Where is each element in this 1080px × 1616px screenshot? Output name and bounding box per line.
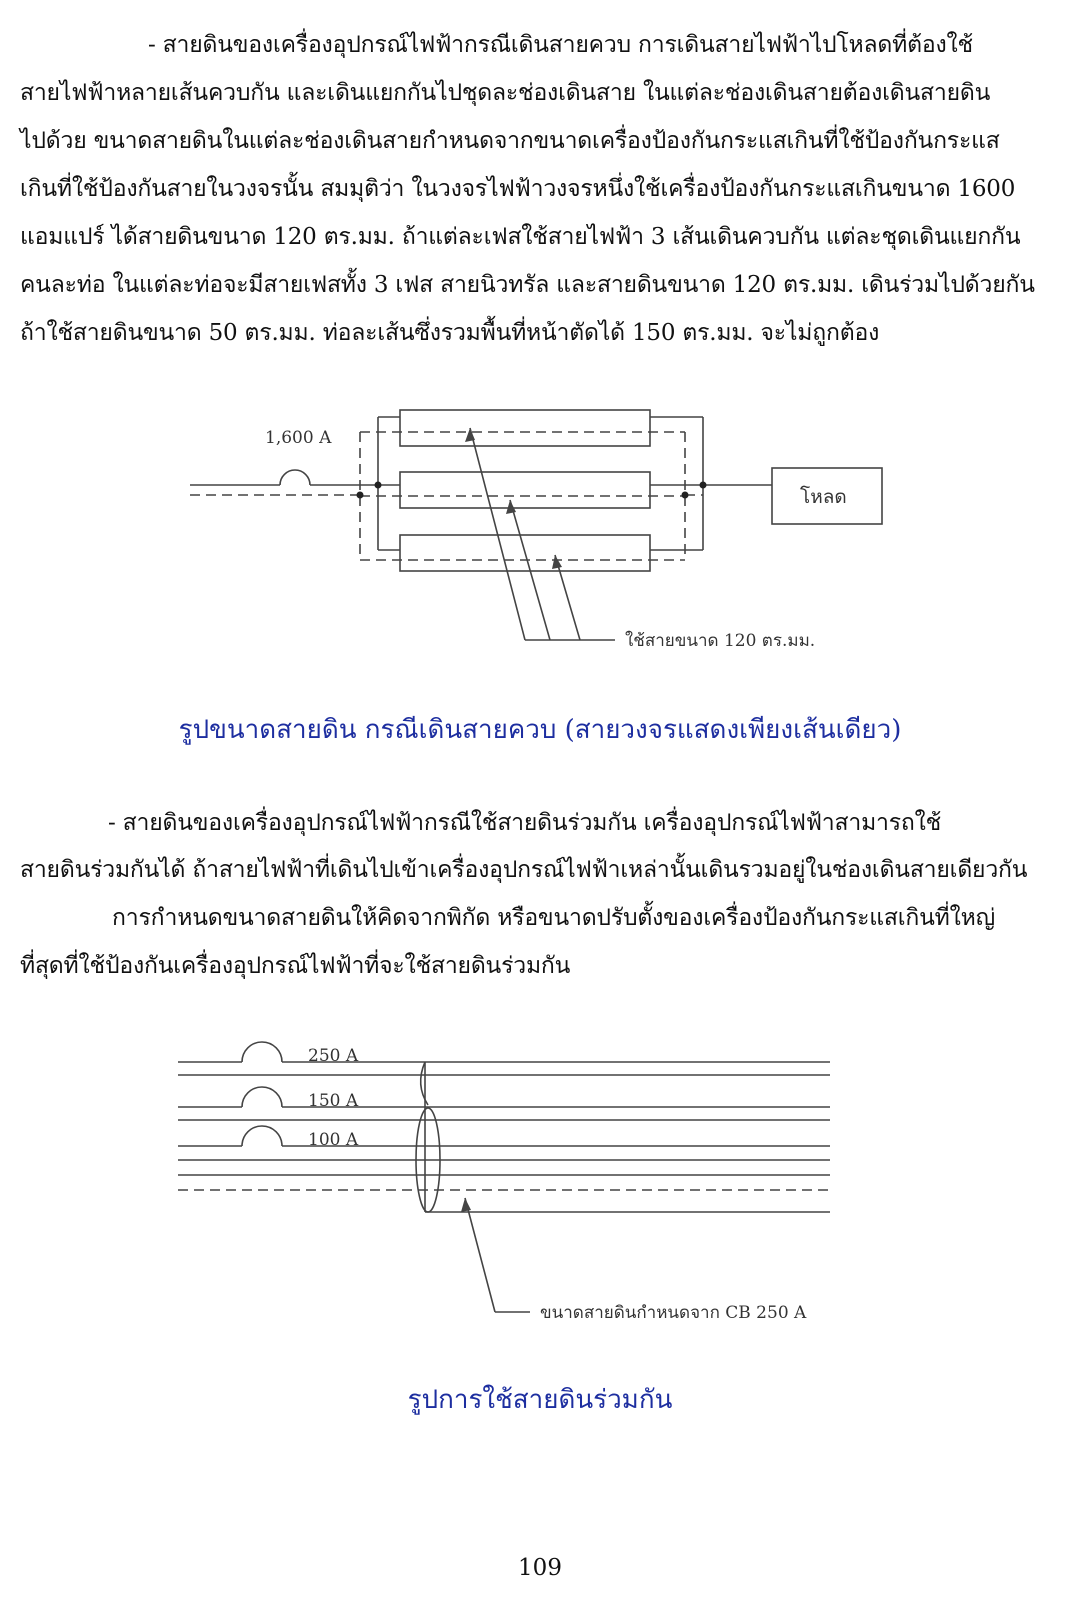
paragraph2-line-3: การกำหนดขนาดสายดินให้คิดจากพิกัด หรือขนาดปรับตั้งของเครื่องป้องกันกระแสเกินที่ใหญ่	[112, 905, 996, 931]
paragraph1-line-3: ไปด้วย ขนาดสายดินในแต่ละช่องเดินสายกำหนดจากขนาดเครื่องป้องกันกระแสเกินที่ใช้ป้องกันกระแส	[20, 128, 1000, 154]
page-number: 109	[518, 1555, 562, 1581]
breaker-150-label: 150 A	[308, 1091, 359, 1111]
callout-label: ใช้สายขนาด 120 ตร.มม.	[625, 631, 816, 651]
paragraph1-line-1: - สายดินของเครื่องอุปกรณ์ไฟฟ้ากรณีเดินสายควบ การเดินสายไฟฟ้าไปโหลดที่ต้องใช้	[148, 32, 973, 58]
breaker-250-label: 250 A	[308, 1046, 359, 1066]
paragraph2-line-4: ที่สุดที่ใช้ป้องกันเครื่องอุปกรณ์ไฟฟ้าที่จะใช้สายดินร่วมกัน	[20, 953, 571, 979]
paragraph1-line-2: สายไฟฟ้าหลายเส้นควบกัน และเดินแยกกันไปชุดละช่องเดินสาย ในแต่ละช่องเดินสายต้องเดินสายดิน	[20, 80, 991, 106]
paragraph1-line-4: เกินที่ใช้ป้องกันสายในวงจรนั้น สมมุติว่า ในวงจรไฟฟ้าวงจรหนึ่งใช้เครื่องป้องกันกระแสเกินขนาด 1600	[20, 176, 1016, 202]
figure1-caption: รูปขนาดสายดิน กรณีเดินสายควบ (สายวงจรแสดงเพียงเส้นเดียว)	[178, 715, 902, 745]
load-label: โหลด	[800, 486, 847, 508]
paragraph1-line-6: คนละท่อ ในแต่ละท่อจะมีสายเฟสทั้ง 3 เฟส สายนิวทรัล และสายดินขนาด 120 ตร.มม. เดินร่วมไปด้วยกัน	[20, 272, 1035, 298]
breaker-rating-label: 1,600 A	[265, 428, 332, 448]
paragraph1-line-7: ถ้าใช้สายดินขนาด 50 ตร.มม. ท่อละเส้นซึ่งรวมพื้นที่หน้าตัดได้ 150 ตร.มม. จะไม่ถูกต้อง	[20, 320, 880, 346]
shared-ground-callout: ขนาดสายดินกำหนดจาก CB 250 A	[540, 1303, 807, 1323]
figure2-caption: รูปการใช้สายดินร่วมกัน	[407, 1385, 673, 1415]
paragraph1-line-5: แอมแปร์ ได้สายดินขนาด 120 ตร.มม. ถ้าแต่ละเฟสใช้สายไฟฟ้า 3 เส้นเดินควบกัน แต่ละชุดเดินแยกกัน	[20, 224, 1021, 250]
paragraph2-line-1: - สายดินของเครื่องอุปกรณ์ไฟฟ้ากรณีใช้สายดินร่วมกัน เครื่องอุปกรณ์ไฟฟ้าสามารถใช้	[108, 810, 942, 836]
paragraph2-line-2: สายดินร่วมกันได้ ถ้าสายไฟฟ้าที่เดินไปเข้าเครื่องอุปกรณ์ไฟฟ้าเหล่านั้นเดินรวมอยู่ในช่องเดินสายเดียวกัน	[20, 857, 1028, 883]
breaker-100-label: 100 A	[308, 1130, 359, 1150]
